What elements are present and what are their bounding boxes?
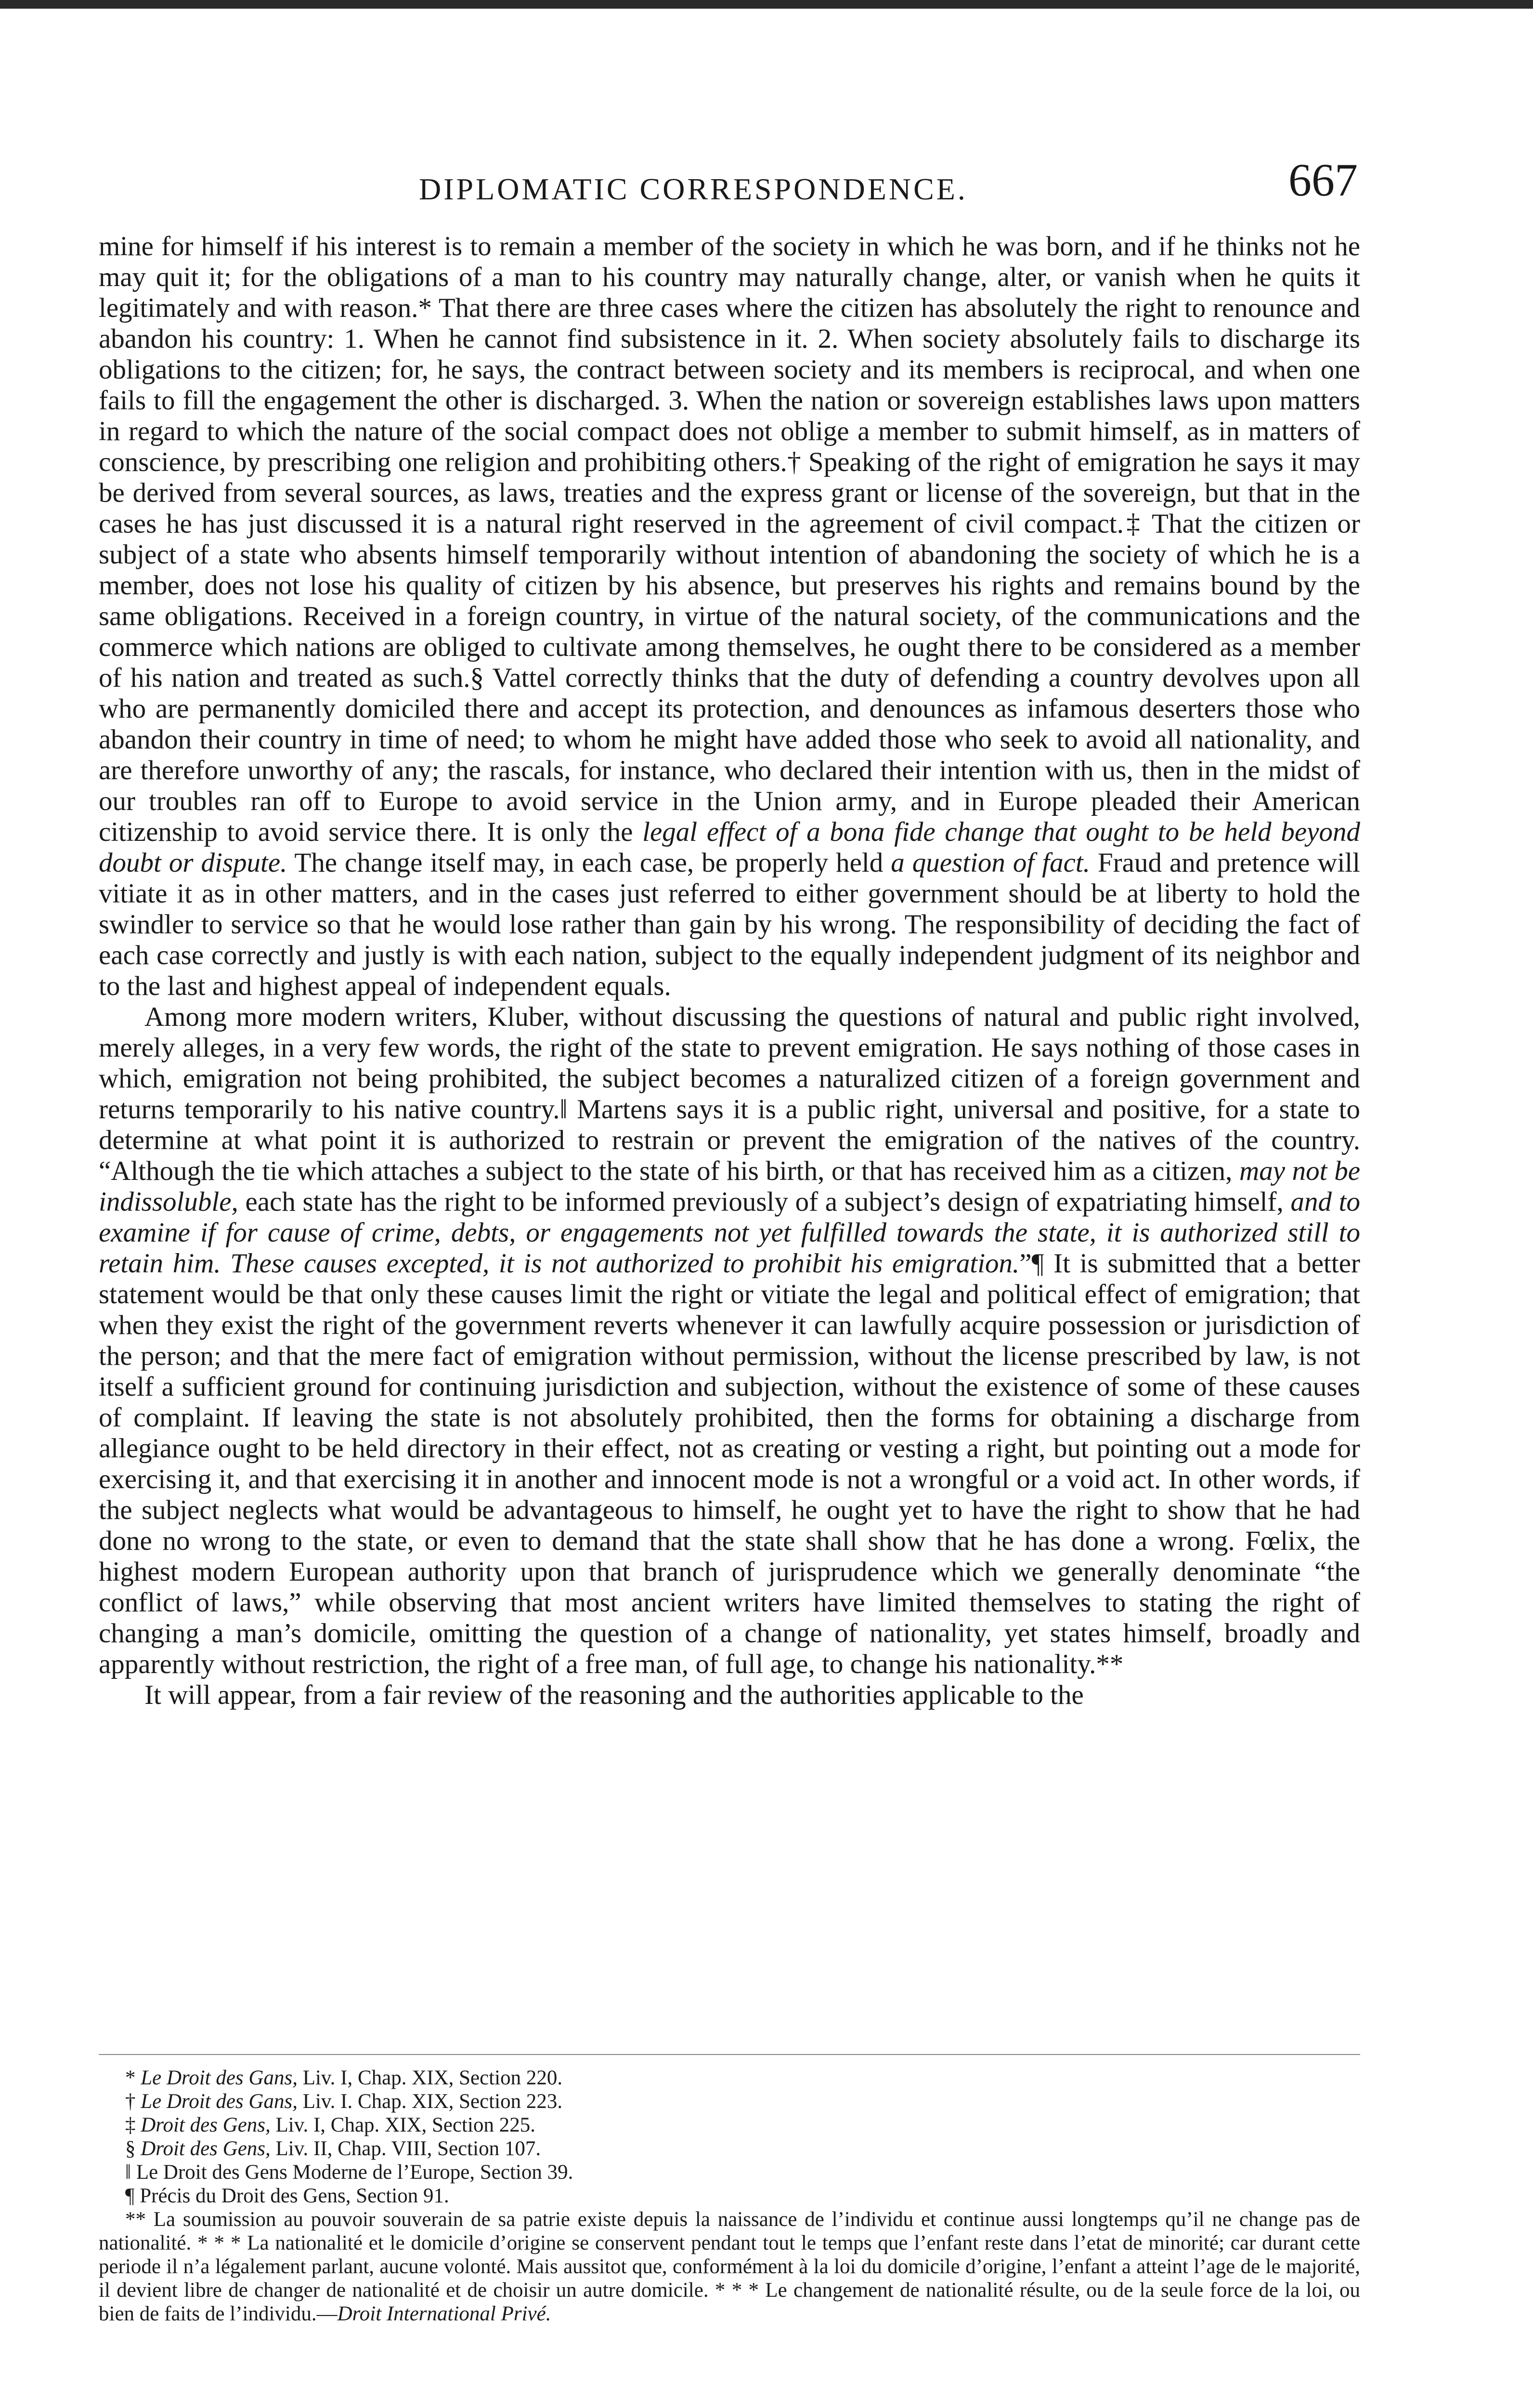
footnote-4-mark: § bbox=[125, 2137, 141, 2160]
page-header bbox=[101, 153, 1358, 206]
footnotes bbox=[99, 2066, 1360, 2326]
footnote-1 bbox=[99, 2066, 1360, 2090]
footnote-7-text: ** La soumission au pouvoir souverain de sa patrie existe depuis la naissance de l’individu et continue aussi longtemps qu’il ne change pas de nationalité. * * * La nationalité et le domicile d’origine se conservent pendant tout le temps que l’enfant reste dans l’etat de minorité; car durant cette periode il n’a légalement parlant, aucune volonté. Mais aussitot que, conformément à la loi du domicile d’origine, l’enfant a atteint l’age de le majorité, il devient libre de changer de nationalité et de choisir un autre domicile. * * * Le changement de nationalité résulte, ou de la seule force de la loi, ou bien de faits de l’individu.— bbox=[99, 2208, 1360, 2325]
body-text bbox=[99, 231, 1360, 1711]
footnote-divider bbox=[99, 2054, 1360, 2055]
paragraph-2-emphasis-b: and to examine if for cause of crime, debts, or engagements not yet fulfilled towards the state, it is authorized still to retain him. These causes excepted, it is not authorized to prohibit his emigration. bbox=[99, 1187, 1360, 1279]
footnote-4 bbox=[99, 2137, 1360, 2160]
footnote-2-mark: † bbox=[125, 2090, 141, 2113]
footnote-1-title: Le Droit des Gans, bbox=[141, 2067, 298, 2089]
paragraph-1-text-c: Fraud and pretence will vitiate it as in other matters, and in the cases just referred to either government should be at liberty to hold the swindler to service so that he would lose rather than gain by his wrong. The responsibility of deciding the fact of each case correctly and justly is with each nation, subject to the equally independent judgment of its neighbor and to the last and highest appeal of independent equals. bbox=[99, 848, 1360, 1001]
paragraph-2-emphasis-a: may not be indissoluble, bbox=[99, 1156, 1360, 1217]
footnote-6: ¶ Précis du Droit des Gens, Section 91. bbox=[125, 2185, 449, 2207]
top-edge-bar bbox=[0, 0, 1533, 9]
paragraph-1-emphasis-a: legal effect of a bona fide change that ought to be held beyond doubt or dispute. bbox=[99, 817, 1360, 878]
footnote-1-ref: Liv. I, Chap. XIX, Section 220. bbox=[297, 2067, 563, 2089]
footnote-4-ref: Liv. II, Chap. VIII, Section 107. bbox=[270, 2137, 541, 2160]
paragraph-2-text-a: Among more modern writers, Kluber, without discussing the questions of natural and public right involved, merely alleges, in a very few words, the right of the state to prevent emigration. He says nothing of those cases in which, emigration not being prohibited, the subject becomes a naturalized citizen of a foreign government and returns temporarily to his native country.‖ Martens says it is a public right, universal and positive, for a state to determine at what point it is authorized to restrain or prevent the emigration of the natives of the country. “Although the tie which attaches a subject to the state of his birth, or that has received him as a citizen, bbox=[99, 1002, 1360, 1186]
footnote-7-source: Droit International Privé. bbox=[337, 2303, 551, 2325]
footnote-1-mark: * bbox=[125, 2067, 141, 2089]
paragraph-1 bbox=[99, 231, 1360, 1002]
paragraph-1-text-a: mine for himself if his interest is to remain a member of the society in which he was born, and if he thinks not he may quit it; for the obligations of a man to his country may naturally change, alter, or vanish when he quits it legitimately and with reason.* That there are three cases where the citizen has absolutely the right to renounce and abandon his country: 1. When he cannot find subsistence in it. 2. When society absolutely fails to discharge its obligations to the citizen; for, he says, the contract between society and its members is reciprocal, and when one fails to fill the engagement the other is discharged. 3. When the nation or sovereign establishes laws upon matters in regard to which the nature of the social compact does not oblige a member to submit himself, as in matters of conscience, by prescribing one religion and prohibiting others.† Speaking of the right of emigration he says it may be derived from several sources, as laws, treaties and the express grant or license of the sovereign, but that in the cases he has just discussed it is a natural right reserved in the agreement of civil compact.‡ That the citizen or subject of a state who absents himself temporarily without intention of abandoning the society of which he is a member, does not lose his quality of citizen by his absence, but preserves his rights and remains bound by the same obligations. Received in a foreign country, in virtue of the natural society, of the communications and the commerce which nations are obliged to cultivate among themselves, he ought there to be considered as a member of his nation and treated as such.§ Vattel correctly thinks that the duty of defending a country devolves upon all who are permanently domiciled there and accept its protection, and denounces as infamous deserters those who abandon their country in time of need; to whom he might have added those who seek to avoid all nationality, and are therefore unworthy of any; the rascals, for instance, who declared their intention with us, then in the midst of our troubles ran off to Europe to avoid service in the Union army, and in Europe pleaded their American citizenship to avoid service there. It is only the bbox=[99, 231, 1360, 847]
paragraph-2-text-b: each state has the right to be informed previously of a subject’s design of expatriating himself, bbox=[238, 1187, 1291, 1217]
footnote-7 bbox=[99, 2208, 1360, 2326]
footnote-2-title: Le Droit des Gans, bbox=[141, 2090, 298, 2113]
footnote-2 bbox=[99, 2090, 1360, 2113]
footnote-3 bbox=[99, 2113, 1360, 2137]
footnote-5: ‖ Le Droit des Gens Moderne de l’Europe, Section 39. bbox=[125, 2161, 573, 2184]
running-title: DIPLOMATIC CORRESPONDENCE. bbox=[419, 172, 968, 206]
paragraph-1-emphasis-b: a question of fact. bbox=[891, 848, 1090, 878]
page-number: 667 bbox=[1288, 154, 1358, 206]
paragraph-2 bbox=[99, 1002, 1360, 1680]
footnote-3-mark: ‡ bbox=[125, 2114, 141, 2136]
footnote-3-title: Droit des Gens, bbox=[141, 2114, 271, 2136]
footnote-3-ref: Liv. I, Chap. XIX, Section 225. bbox=[270, 2114, 535, 2136]
footnote-2-ref: Liv. I. Chap. XIX, Section 223. bbox=[297, 2090, 563, 2113]
paragraph-3: It will appear, from a fair review of the reasoning and the authorities applicable to the bbox=[144, 1680, 1084, 1710]
footnote-4-title: Droit des Gens, bbox=[141, 2137, 271, 2160]
paragraph-1-text-b: The change itself may, in each case, be properly held bbox=[287, 848, 891, 878]
paragraph-2-text-c: ”¶ It is submitted that a better statement would be that only these causes limit the right or vitiate the legal and political effect of emigration; that when they exist the right of the government reverts whenever it can lawfully acquire possession or jurisdiction of the person; and that the mere fact of emigration without permission, without the license prescribed by law, is not itself a sufficient ground for continuing jurisdiction and subjection, without the existence of some of these causes of complaint. If leaving the state is not absolutely prohibited, then the forms for obtaining a discharge from allegiance ought to be held directory in their effect, not as creating or vesting a right, but pointing out a mode for exercising it, and that exercising it in another and innocent mode is not a wrongful or a void act. In other words, if the subject neglects what would be advantageous to himself, he ought yet to have the right to show that he had done no wrong to the state, or even to demand that the state shall show that he has done a wrong. Fœlix, the highest modern European authority upon that branch of jurisprudence which we generally denominate “the conflict of laws,” while observing that most ancient writers have limited themselves to stating the right of changing a man’s domicile, omitting the question of a change of nationality, yet states himself, broadly and apparently without restriction, the right of a free man, of full age, to change his nationality.** bbox=[99, 1248, 1360, 1679]
